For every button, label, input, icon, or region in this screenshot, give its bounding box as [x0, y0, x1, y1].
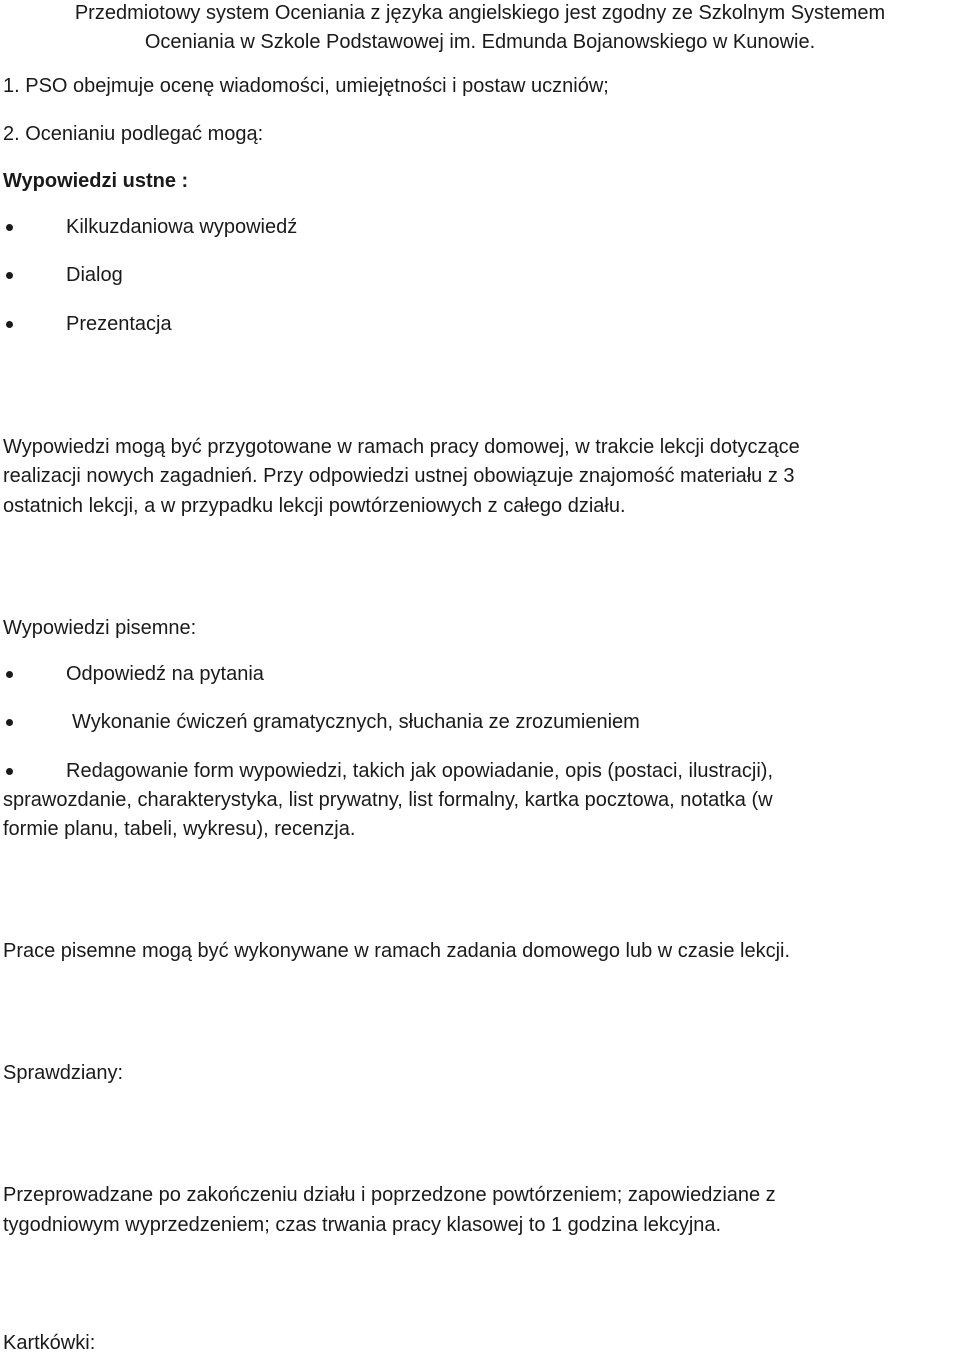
- bullet-icon: [6, 768, 13, 775]
- bullet-icon: [6, 719, 13, 726]
- intro-line-1: Przedmiotowy system Oceniania z języka angielskiego jest zgodny ze Szkolnym Systemem: [74, 2, 886, 24]
- oral-list-item-label: Dialog: [66, 264, 123, 286]
- written-continuation-line: formie planu, tabeli, wykresu), recenzja.: [3, 818, 356, 840]
- bullet-icon: [6, 321, 13, 328]
- tests-paragraph-line: Przeprowadzane po zakończeniu działu i poprzedzone powtórzeniem; zapowiedziane z: [3, 1184, 776, 1206]
- written-list-item-label: Wykonanie ćwiczeń gramatycznych, słuchania ze zrozumieniem: [72, 711, 640, 733]
- oral-paragraph-line: realizacji nowych zagadnień. Przy odpowiedzi ustnej obowiązuje znajomość materiału z 3: [3, 465, 795, 487]
- bullet-icon: [6, 224, 13, 231]
- written-note: Prace pisemne mogą być wykonywane w ramach zadania domowego lub w czasie lekcji.: [3, 940, 791, 962]
- written-heading: Wypowiedzi pisemne:: [3, 617, 197, 639]
- intro-line-2: Oceniania w Szkole Podstawowej im. Edmunda Bojanowskiego w Kunowie.: [144, 31, 816, 53]
- point-2: 2. Ocenianiu podlegać mogą:: [3, 123, 264, 145]
- written-list-item-label: Redagowanie form wypowiedzi, takich jak opowiadanie, opis (postaci, ilustracji),: [66, 760, 774, 782]
- oral-list-item-label: Kilkuzdaniowa wypowiedź: [66, 216, 298, 238]
- oral-list-item-label: Prezentacja: [66, 313, 172, 335]
- tests-paragraph-line: tygodniowym wyprzedzeniem; czas trwania pracy klasowej to 1 godzina lekcyjna.: [3, 1214, 722, 1236]
- oral-paragraph-line: ostatnich lekcji, a w przypadku lekcji powtórzeniowych z całego działu.: [3, 495, 626, 517]
- point-1: 1. PSO obejmuje ocenę wiadomości, umiejętności i postaw uczniów;: [3, 75, 609, 97]
- written-continuation-line: sprawozdanie, charakterystyka, list prywatny, list formalny, kartka pocztowa, notatka (w: [3, 789, 773, 811]
- oral-paragraph-line: Wypowiedzi mogą być przygotowane w ramach pracy domowej, w trakcie lekcji dotyczące: [3, 436, 800, 458]
- quizzes-heading: Kartkówki:: [3, 1332, 96, 1354]
- oral-heading: Wypowiedzi ustne :: [3, 170, 189, 192]
- tests-heading: Sprawdziany:: [3, 1062, 124, 1084]
- written-list-item-label: Odpowiedź na pytania: [66, 663, 264, 685]
- bullet-icon: [6, 671, 13, 678]
- bullet-icon: [6, 272, 13, 279]
